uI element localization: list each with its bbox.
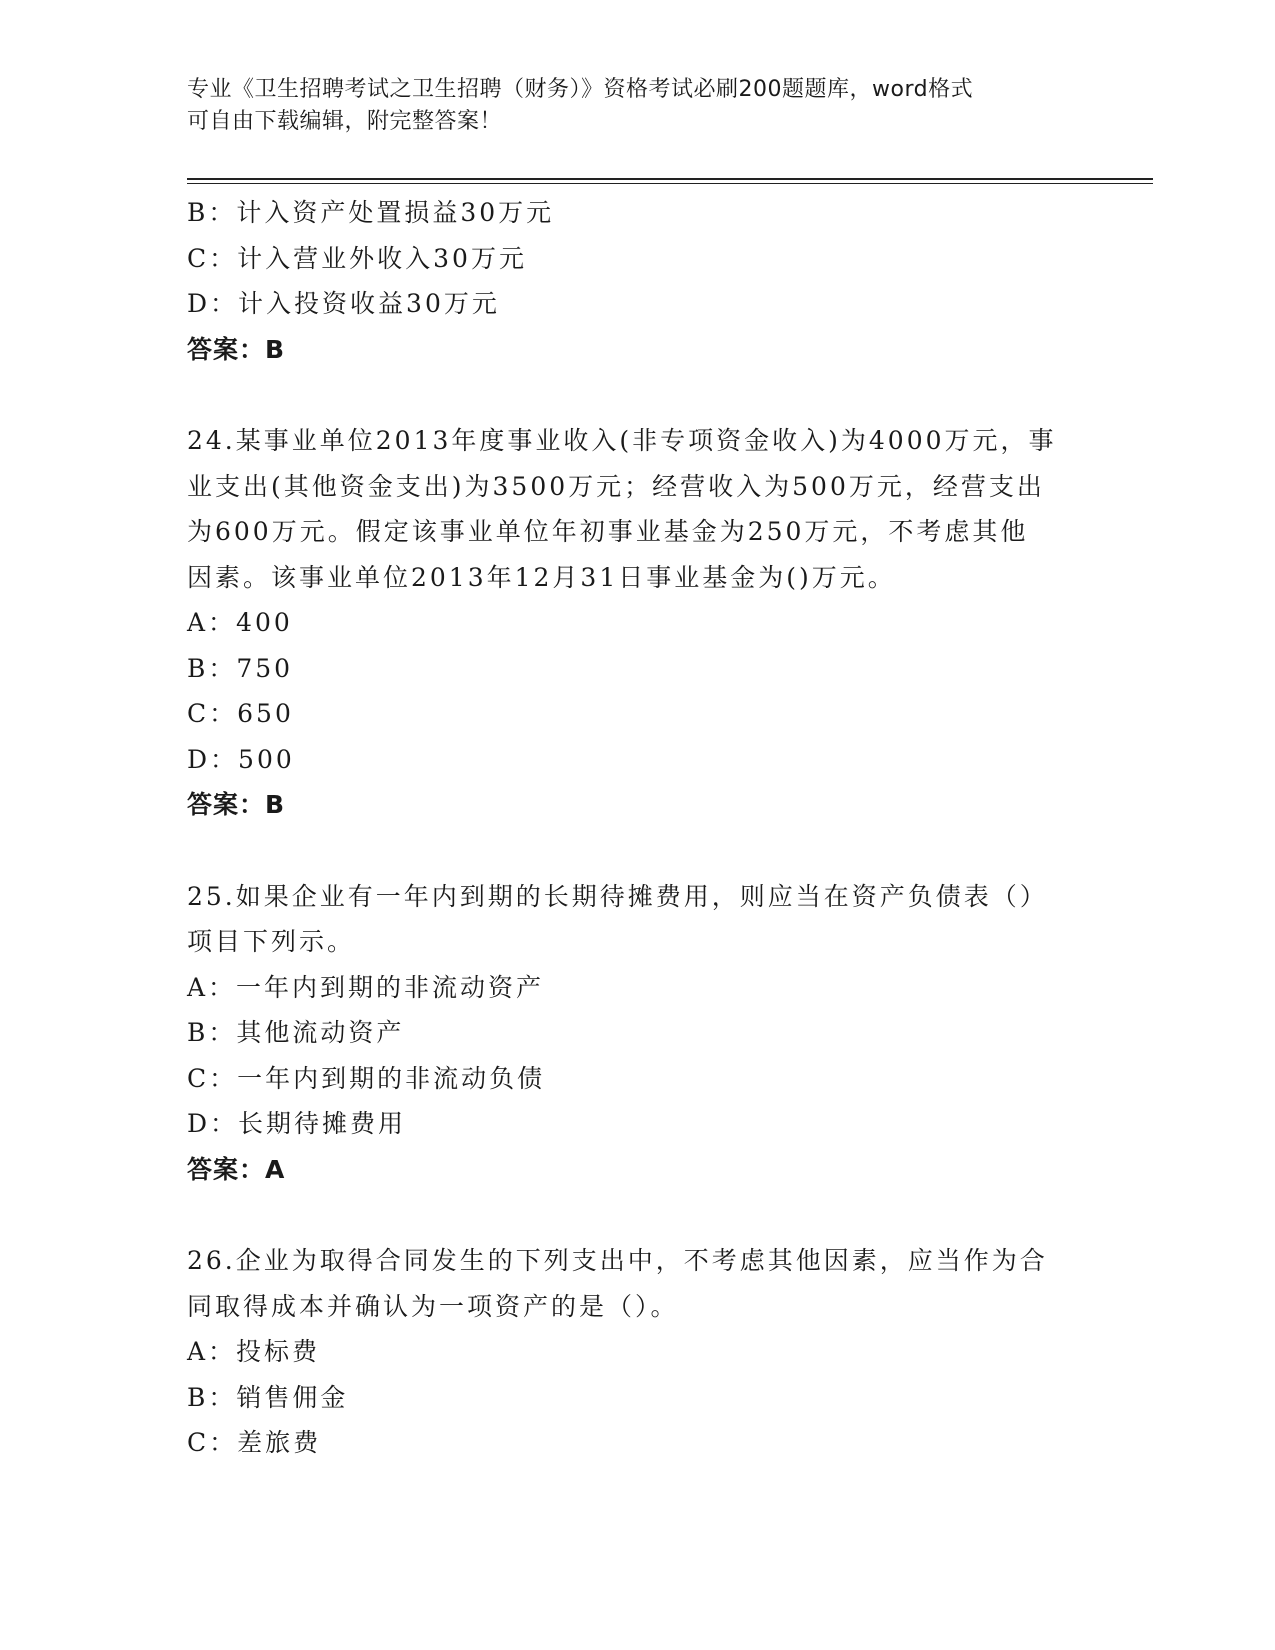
question-spacer bbox=[187, 1192, 1087, 1238]
answer-line: 答案：B bbox=[187, 334, 286, 364]
option-c: C：计入营业外收入30万元 bbox=[187, 243, 527, 273]
option-d: D：500 bbox=[187, 744, 295, 774]
prev-question bbox=[187, 190, 1087, 372]
question-spacer bbox=[187, 828, 1087, 874]
question-stem-line: 25.如果企业有一年内到期的长期待摊费用，则应当在资产负债表（） bbox=[187, 881, 1048, 911]
question-list bbox=[187, 190, 1087, 1466]
answer-line: 答案：A bbox=[187, 1154, 286, 1184]
option-a: A：400 bbox=[187, 608, 293, 637]
question-stem-line: 同取得成本并确认为一项资产的是（）。 bbox=[187, 1291, 679, 1321]
question-24 bbox=[187, 418, 1087, 828]
answer-line: 答案：B bbox=[187, 790, 286, 819]
option-b: B：750 bbox=[187, 653, 294, 683]
document-header bbox=[187, 74, 1067, 138]
question-spacer bbox=[187, 372, 1087, 418]
question-stem-line: 24.某事业单位2013年度事业收入(非专项资金收入)为4000万元，事 bbox=[187, 426, 1057, 455]
question-stem-line: 业支出(其他资金支出)为3500万元；经营收入为500万元，经营支出 bbox=[187, 471, 1045, 501]
header-rule-thin bbox=[187, 183, 1153, 184]
question-stem-line: 因素。该事业单位2013年12月31日事业基金为()万元。 bbox=[187, 562, 896, 592]
header-rule-thick bbox=[187, 178, 1153, 180]
question-26 bbox=[187, 1238, 1087, 1466]
option-c: C：一年内到期的非流动负债 bbox=[187, 1063, 546, 1093]
header-line-2: 可自由下载编辑，附完整答案！ bbox=[187, 109, 503, 134]
option-c: C：差旅费 bbox=[187, 1428, 322, 1457]
option-b: B：其他流动资产 bbox=[187, 1018, 405, 1047]
option-a: A：一年内到期的非流动资产 bbox=[187, 972, 545, 1002]
question-stem-line: 26.企业为取得合同发生的下列支出中，不考虑其他因素，应当作为合 bbox=[187, 1246, 1048, 1275]
option-d: D：计入投资收益30万元 bbox=[187, 289, 500, 318]
option-d: D：长期待摊费用 bbox=[187, 1109, 407, 1138]
question-stem-line: 项目下列示。 bbox=[187, 927, 356, 956]
option-c: C：650 bbox=[187, 699, 294, 728]
option-b: B：计入资产处置损益30万元 bbox=[187, 198, 555, 227]
header-line-1: 专业《卫生招聘考试之卫生招聘（财务）》资格考试必刷200题题库，word格式 bbox=[187, 77, 974, 102]
question-stem-line: 为600万元。假定该事业单位年初事业基金为250万元，不考虑其他 bbox=[187, 517, 1029, 546]
option-a: A：投标费 bbox=[187, 1337, 321, 1366]
option-b: B：销售佣金 bbox=[187, 1382, 349, 1412]
question-25 bbox=[187, 874, 1087, 1193]
